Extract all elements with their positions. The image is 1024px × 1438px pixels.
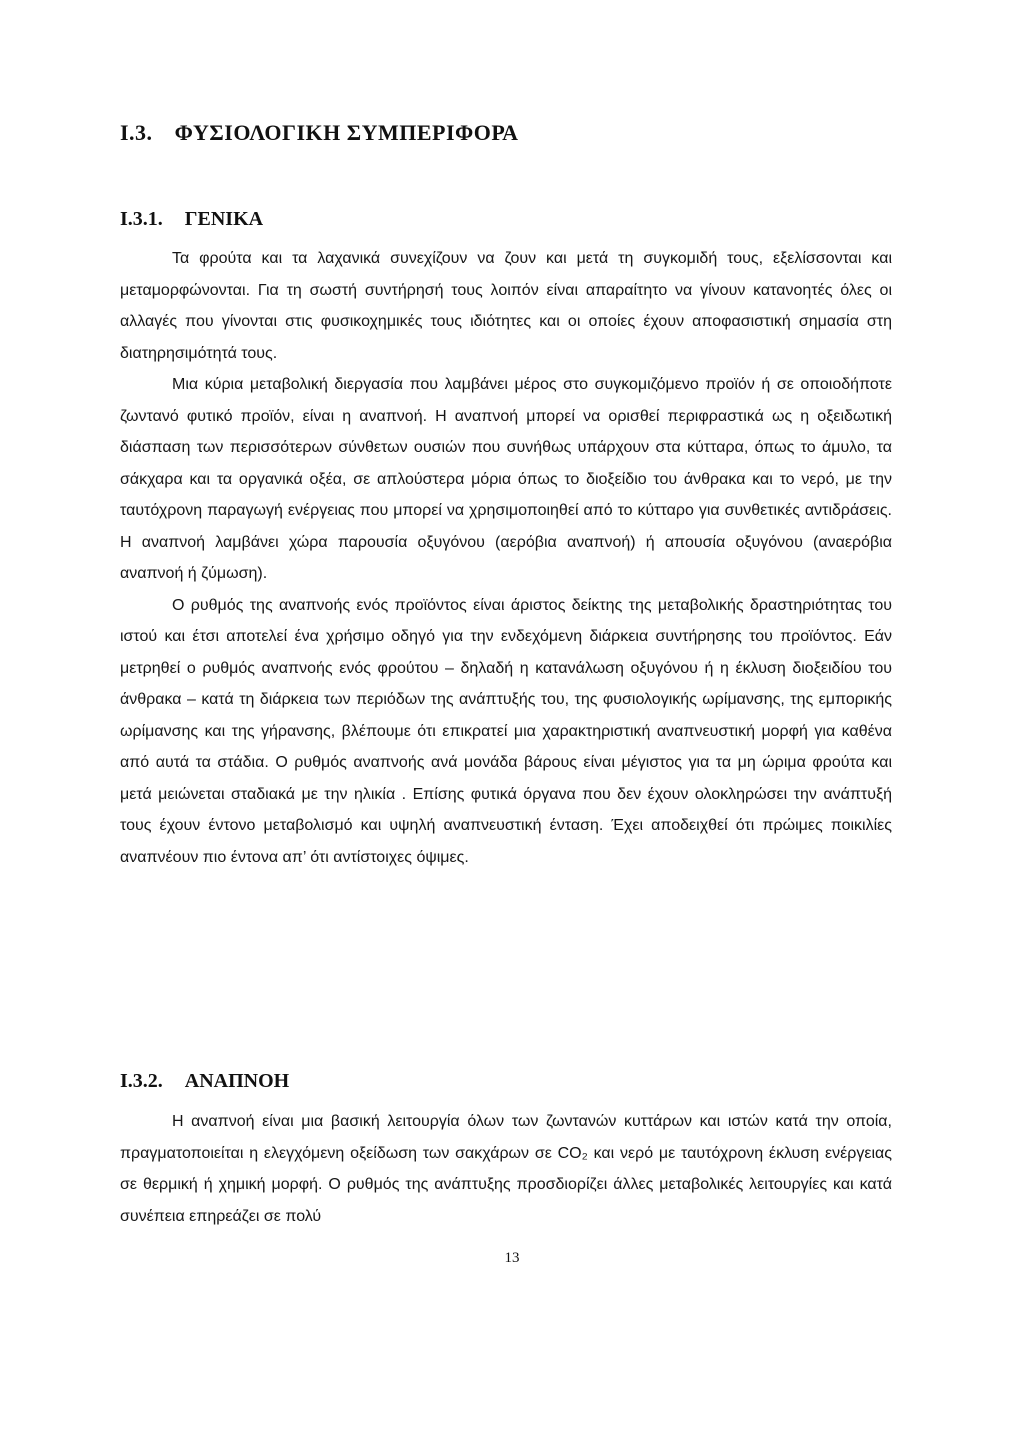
paragraph: Η αναπνοή είναι μια βασική λειτουργία όλων των ζωντανών κυττάρων και ιστών κατά την οποία, πραγματοποιείται η ελεγχόμενη οξείδωση των σακχάρων σε CO₂ και νερό με ταυτόχρονη έκλυση ενέργειας σε θερμική ή χημική μορφή. Ο ρυθμός της ανάπτυξης προσδιορίζει άλλες μεταβολικές λειτουργίες και κατά συνέπεια επηρεάζει σε πολύ (120, 1113, 892, 1225)
section-number: I.3. (120, 120, 153, 145)
paragraph: Τα φρούτα και τα λαχανικά συνεχίζουν να ζουν και μετά τη συγκομιδή τους, εξελίσσονται και μεταμορφώνονται. Για τη σωστή συντήρησή τους λοιπόν είναι απαραίτητο να γίνουν κατανοητές όλες οι αλλαγές που γίνονται στις φυσικοχημικές τους ιδιότητες και οι οποίες έχουν αποφασιστική σημασία στη διατηρησιμότητά τους. (120, 250, 892, 362)
body-text-general (120, 243, 892, 873)
section-heading (120, 120, 519, 146)
paragraph: Μια κύρια μεταβολική διεργασία που λαμβάνει μέρος στο συγκομιζόμενο προϊόν ή σε οποιοδήποτε ζωντανό φυτικό προϊόν, είναι η αναπνοή. Η αναπνοή μπορεί να ορισθεί περιφραστικά ως η οξειδωτική διάσπαση των περισσότερων σύνθετων ουσιών που συνήθως υπάρχουν στα κύτταρα, όπως το άμυλο, τα σάκχαρα και τα οργανικά οξέα, σε απλούστερα μόρια όπως το διοξείδιο του άνθρακα και το νερό, με την ταυτόχρονη παραγωγή ενέργειας που μπορεί να χρησιμοποιηθεί από το κύτταρο για συνθετικές αντιδράσεις. Η αναπνοή λαμβάνει χώρα παρουσία οξυγόνου (αερόβια αναπνοή) ή απουσία οξυγόνου (αναερόβια αναπνοή ή ζύμωση). (120, 376, 892, 582)
subsection-number: I.3.2. (120, 1070, 163, 1092)
subsection-heading-general (120, 208, 263, 231)
page-number: 13 (504, 1250, 520, 1266)
body-text-respiration (120, 1106, 892, 1232)
subsection-title: ΑΝΑΠΝΟΗ (184, 1070, 290, 1092)
section-title: ΦΥΣΙΟΛΟΓΙΚΗ ΣΥΜΠΕΡΙΦΟΡΑ (174, 120, 519, 145)
subsection-number: I.3.1. (120, 208, 163, 230)
subsection-title: ΓΕΝΙΚΑ (184, 208, 264, 230)
subsection-heading-respiration (120, 1070, 289, 1093)
paragraph: Ο ρυθμός της αναπνοής ενός προϊόντος είναι άριστος δείκτης της μεταβολικής δραστηριότητας του ιστού και έτσι αποτελεί ένα χρήσιμο οδηγό για την ενδεχόμενη διάρκεια συντήρησης του προϊόντος. Εάν μετρηθεί ο ρυθμός αναπνοής ενός φρούτου – δηλαδή η κατανάλωση οξυγόνου ή η έκλυση διοξειδίου του άνθρακα – κατά τη διάρκεια των περιόδων της ανάπτυξής του, της φυσιολογικής ωρίμανσης, της εμπορικής ωρίμανσης και της γήρανσης, βλέπουμε ότι επικρατεί μια χαρακτηριστική αναπνευστική μορφή για καθένα από αυτά τα στάδια. Ο ρυθμός αναπνοής ανά μονάδα βάρους είναι μέγιστος για τα μη ώριμα φρούτα και μετά μειώνεται σταδιακά με την ηλικία . Επίσης φυτικά όργανα που δεν έχουν ολοκληρώσει την ανάπτυξή τους έχουν έντονο μεταβολισμό και υψηλή αναπνευστική ένταση. Έχει αποδειχθεί ότι πρώιμες ποικιλίες αναπνέουν πιο έντονα απ’ ότι αντίστοιχες όψιμες. (120, 596, 892, 866)
